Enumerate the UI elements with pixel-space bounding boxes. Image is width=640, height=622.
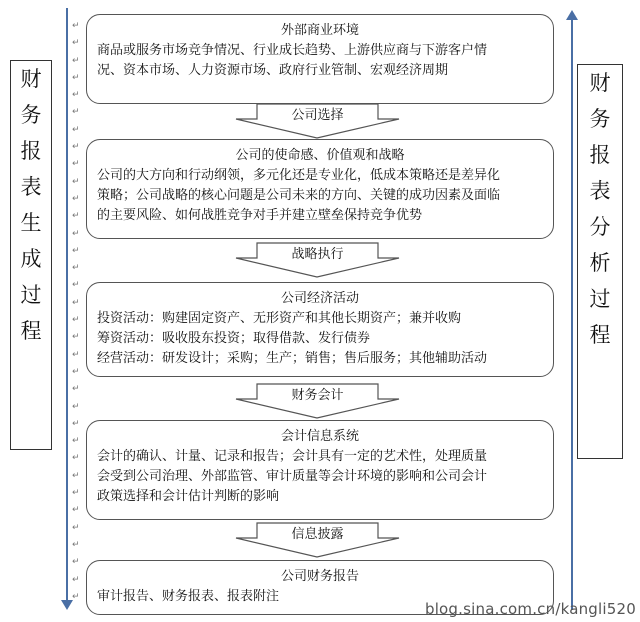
paragraph-marks: ↵ ↵ ↵ ↵ ↵ ↵ ↵ ↵ ↵ ↵ ↵ ↵ ↵ ↵ ↵ ↵ ↵ ↵ ↵ ↵ ↵ ↵ ↵ ↵ ↵ ↵ ↵ ↵ ↵ ↵ ↵ ↵ ↵ ↵ [72,21,80,602]
label-char: 财 [589,71,611,95]
business-environment-box [86,14,554,104]
stage-line: 的主要风险、如何战胜竞争对手并建立壁垒保持竞争优势 [97,208,423,223]
transition-arrow [235,242,400,278]
financial-statement-analysis-label [577,64,623,459]
accounting-information-system-box [86,420,554,520]
stage-line: 会受到公司治理、外部监管、审计质量等会计环境的影响和公司会计 [97,469,488,484]
stage-title: 外部商业环境 [280,23,359,38]
label-char: 务 [589,107,611,131]
stage-line: 政策选择和会计估计判断的影响 [97,489,280,504]
stage-line: 公司的大方向和行动纲领，多元化还是专业化，低成本策略还是差异化 [97,168,501,183]
label-char: 过 [20,283,42,307]
transition-label: 公司选择 [291,108,344,123]
transition-label: 财务会计 [291,388,344,403]
label-char: 财 [20,67,42,91]
transition-label: 信息披露 [291,527,344,542]
generation-flow-arrow-line [66,8,68,606]
label-char: 程 [20,319,42,343]
label-char: 程 [589,323,611,347]
mission-strategy-box [86,139,554,239]
analysis-flow-arrow-line [571,18,573,610]
stage-title: 公司的使命感、价值观和战略 [235,148,405,163]
label-char: 过 [589,287,611,311]
financial-statement-generation-label [10,60,52,450]
stage-line: 筹资活动：吸收股东投资；取得借款、发行债券 [97,331,371,346]
transition-arrow [235,383,400,419]
transition-arrow [235,522,400,558]
stage-line: 会计的确认、计量、记录和报告；会计具有一定的艺术性，处理质量 [97,449,488,464]
stage-line: 投资活动：购建固定资产、无形资产和其他长期资产；兼并收购 [97,311,462,326]
stage-line: 经营活动：研发设计；采购；生产；销售；售后服务；其他辅助活动 [97,351,488,366]
transition-label: 战略执行 [291,247,344,262]
label-char: 析 [589,251,611,275]
label-char: 务 [20,103,42,127]
arrow-up-icon [566,10,578,20]
transition-arrow [235,103,400,139]
label-char: 报 [589,143,611,167]
stage-line: 审计报告、财务报表、报表附注 [97,589,280,604]
label-char: 生 [20,211,42,235]
stage-title: 公司财务报告 [280,569,359,584]
stage-line: 策略；公司战略的核心问题是公司未来的方向、关键的成功因素及面临 [97,188,501,203]
label-char: 分 [589,215,611,239]
stage-title: 公司经济活动 [280,291,359,306]
stage-line: 商品或服务市场竞争情况、行业成长趋势、上游供应商与下游客户情 [97,43,488,58]
economic-activities-box [86,282,554,377]
label-char: 表 [20,175,42,199]
stage-title: 会计信息系统 [280,429,359,444]
label-char: 表 [589,179,611,203]
label-char: 成 [20,247,42,271]
stage-line: 况、资本市场、人力资源市场、政府行业管制、宏观经济周期 [97,63,449,78]
watermark: blog.sina.com.cn/kangli520 [424,600,636,618]
label-char: 报 [20,139,42,163]
